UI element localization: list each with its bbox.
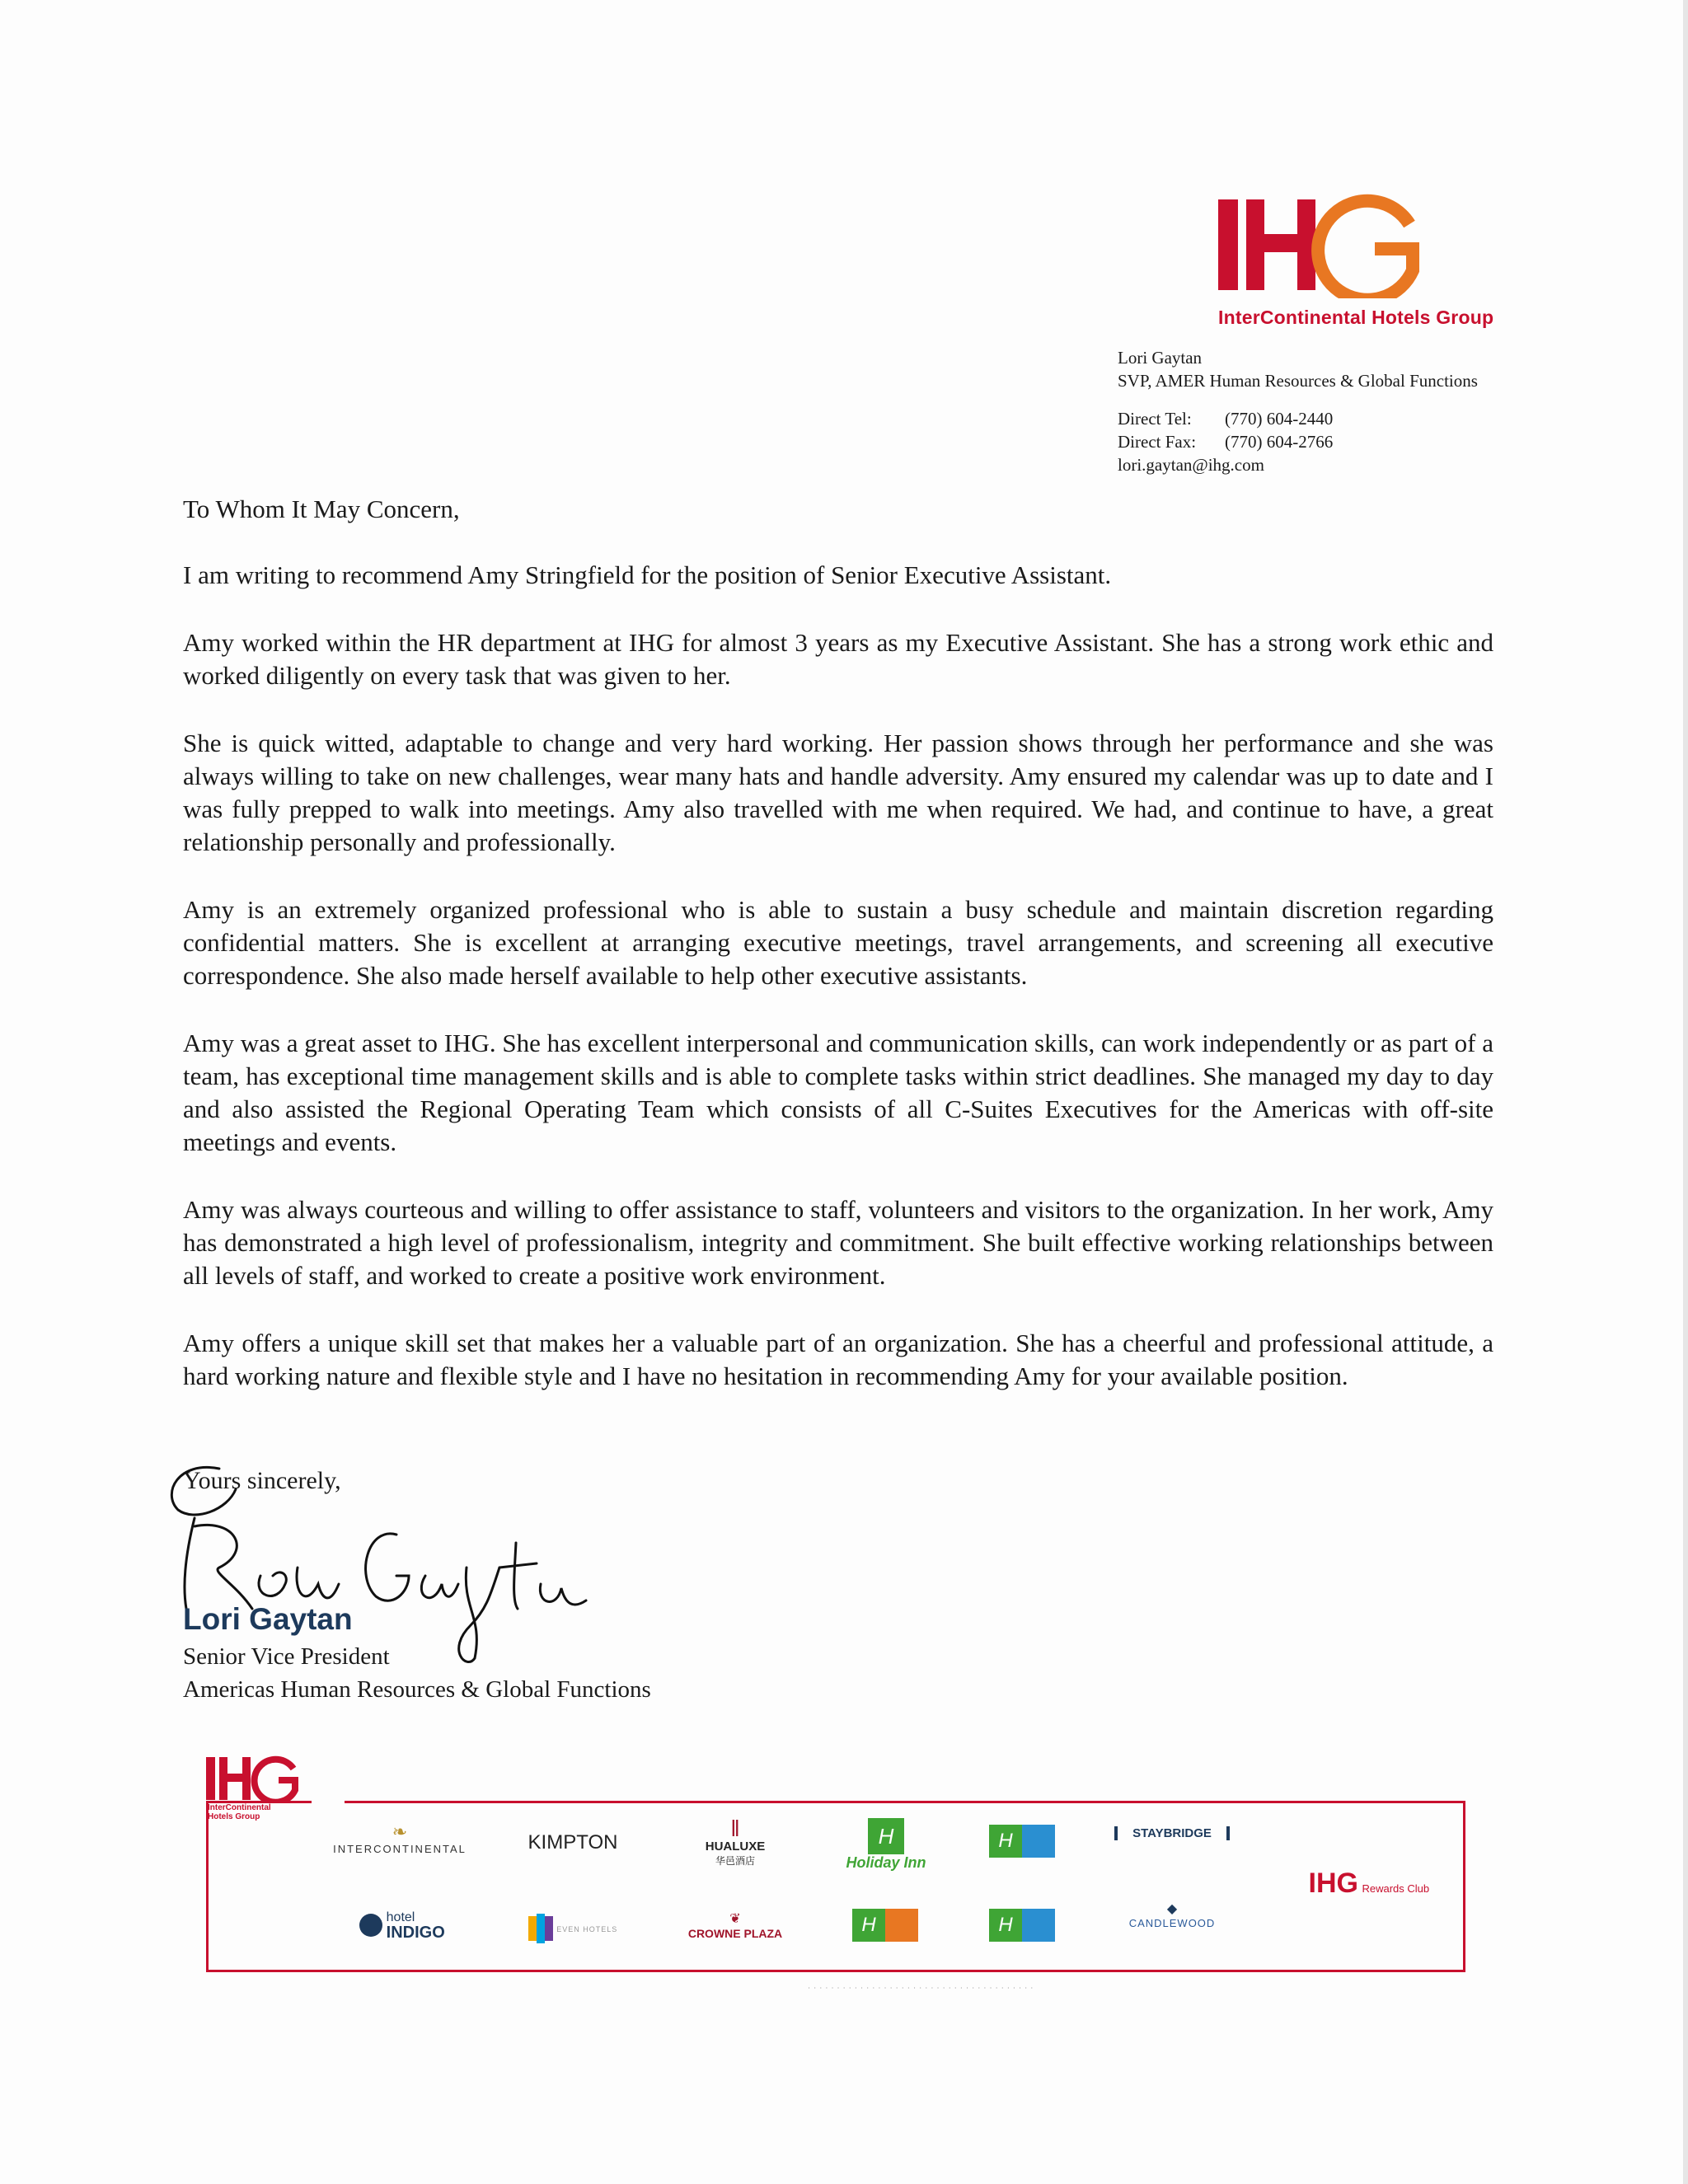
paragraph-3: She is quick witted, adaptable to change and very hard working. Her passion shows through her performance and she was always willing to take on new challenges, wear many hats and handle adversity. Amy ensured my calendar was up to date and I was fully prepped to walk into meetings. Amy also travelled with me when required. We had, and continue to have, a great relationship personally and professionally. xyxy=(183,729,1493,856)
holiday-inn-icon: H xyxy=(868,1818,904,1854)
rewards-logo: IHG xyxy=(1308,1868,1358,1899)
brand-holiday-inn xyxy=(832,1818,940,1872)
even-label: EVEN HOTELS xyxy=(556,1925,618,1934)
rewards-sub-label: Rewards Club xyxy=(1362,1882,1430,1896)
contact-block xyxy=(1118,346,1478,476)
club-h-icon: H xyxy=(852,1909,885,1942)
express-tile-icon xyxy=(1022,1825,1055,1858)
footer-logo-sub-2: Hotels Group xyxy=(208,1812,260,1821)
brand-kimpton xyxy=(511,1831,635,1854)
fax-label: Direct Fax: xyxy=(1118,432,1197,452)
brand-hotel-indigo xyxy=(345,1910,460,1940)
paragraph-2: Amy worked within the HR department at IHG for almost 3 years as my Executive Assistant. She has a strong work ethic and worked diligently on every task that was given to her. xyxy=(183,628,1493,690)
brand-holiday-inn-express xyxy=(981,1825,1063,1858)
paragraph-4: Amy is an extremely organized professional who is able to sustain a busy schedule and maintain discretion regarding confidential matters. She is excellent at arranging executive meetings, travel arrangements, and screening all executive correspondence. She also made herself available to help other executive assistants. xyxy=(183,895,1493,990)
kimpton-label: KIMPTON xyxy=(528,1831,618,1854)
brand-staybridge xyxy=(1114,1826,1230,1840)
intercontinental-icon: ❧ xyxy=(392,1821,408,1842)
tel-value: (770) 604-2440 xyxy=(1225,409,1334,429)
greeting: To Whom It May Concern, xyxy=(183,494,460,523)
express-h-icon: H xyxy=(989,1825,1022,1858)
brand-even-hotels xyxy=(519,1914,626,1943)
paragraph-6: Amy was always courteous and willing to offer assistance to staff, volunteers and visitors to the organization. In her work, Amy has demonstrated a high level of professionalism, integrity and commitment. She built effective working relationships between all levels of staff, and worked to create a positive work environment. xyxy=(183,1195,1493,1290)
hualuxe-cn-label: 华邑酒店 xyxy=(715,1855,755,1867)
footer-fine-print: ∙ ∙ ∙ ∙ ∙ ∙ ∙ ∙ ∙ ∙ ∙ ∙ ∙ ∙ ∙ ∙ ∙ ∙ ∙ ∙ ∙ ∙ ∙ ∙ ∙ ∙ ∙ ∙ ∙ ∙ ∙ ∙ ∙ ∙ ∙ ∙ ∙ ∙ ∙ xyxy=(808,1983,1034,1993)
brand-hualuxe xyxy=(678,1818,793,1868)
crowne-icon: ❦ xyxy=(729,1912,741,1926)
club-tile-icon xyxy=(885,1909,918,1942)
intercontinental-label: INTERCONTINENTAL xyxy=(333,1843,467,1855)
fax-value: (770) 604-2766 xyxy=(1225,432,1334,452)
hualuxe-label: HUALUXE xyxy=(705,1840,766,1854)
tel-label: Direct Tel: xyxy=(1118,409,1192,429)
brand-candlewood xyxy=(1114,1900,1230,1929)
paragraph-1: I am writing to recommend Amy Stringfield for the position of Senior Executive Assistant. xyxy=(183,560,1112,589)
contact-title: SVP, AMER Human Resources & Global Functions xyxy=(1118,371,1478,391)
signer-title-line-1: Senior Vice President xyxy=(183,1643,390,1670)
footer-logo-sub-1: InterContinental xyxy=(208,1803,271,1812)
even-bar-3-icon xyxy=(545,1916,553,1941)
page-edge xyxy=(1683,0,1688,2184)
indigo-label-1: hotel xyxy=(386,1910,415,1924)
ihg-logo xyxy=(1218,191,1441,298)
staybridge-label: STAYBRIDGE xyxy=(1114,1826,1230,1840)
resort-tile-icon xyxy=(1022,1909,1055,1942)
paragraph-5: Amy was a great asset to IHG. She has excellent interpersonal and communication skills, can work independently or as part of a team, has exceptional time management skills and is able to complete tasks within strict deadlines. She managed my day to day and also assisted the Regional Operating Team which consists of all C-Suites Executives for the Americas with off-site meetings and events. xyxy=(183,1029,1494,1156)
crowne-plaza-label: CROWNE PLAZA xyxy=(687,1927,783,1940)
contact-fax-row xyxy=(1118,430,1478,453)
footer-logo-text xyxy=(208,1803,271,1821)
holiday-inn-label: Holiday Inn xyxy=(846,1854,926,1871)
brand-intercontinental xyxy=(330,1821,470,1855)
candlewood-label: CANDLEWOOD xyxy=(1128,1917,1216,1929)
footer-ihg-logo xyxy=(206,1754,312,1803)
brand-holiday-inn-resort xyxy=(981,1909,1063,1942)
paragraph-7: Amy offers a unique skill set that makes her a valuable part of an organization. She has a cheerful and professional attitude, a hard working nature and flexible style and I have no hesitation in recommending Amy for your available position. xyxy=(183,1329,1493,1390)
contact-name: Lori Gaytan xyxy=(1118,348,1203,368)
letter-body xyxy=(183,493,1493,1427)
company-name: InterContinental Hotels Group xyxy=(1218,307,1494,328)
contact-email: lori.gaytan@ihg.com xyxy=(1118,455,1264,475)
indigo-icon xyxy=(359,1914,382,1937)
even-bar-1-icon xyxy=(528,1916,537,1941)
signer-title xyxy=(183,1640,651,1706)
resort-h-icon: H xyxy=(989,1909,1022,1942)
even-bar-2-icon xyxy=(537,1914,545,1943)
brand-rewards-club xyxy=(1294,1868,1434,1900)
hualuxe-icon: ‖ xyxy=(730,1816,740,1841)
closing: Yours sincerely, xyxy=(183,1467,341,1494)
brand-holiday-inn-club xyxy=(844,1909,926,1942)
brand-crowne-plaza xyxy=(669,1910,801,1940)
indigo-label-2: INDIGO xyxy=(386,1924,445,1942)
signer-name: Lori Gaytan xyxy=(183,1602,353,1636)
signer-title-line-2: Americas Human Resources & Global Functions xyxy=(183,1676,651,1703)
contact-tel-row xyxy=(1118,407,1478,430)
candlewood-icon: ◆ xyxy=(1166,1902,1178,1916)
